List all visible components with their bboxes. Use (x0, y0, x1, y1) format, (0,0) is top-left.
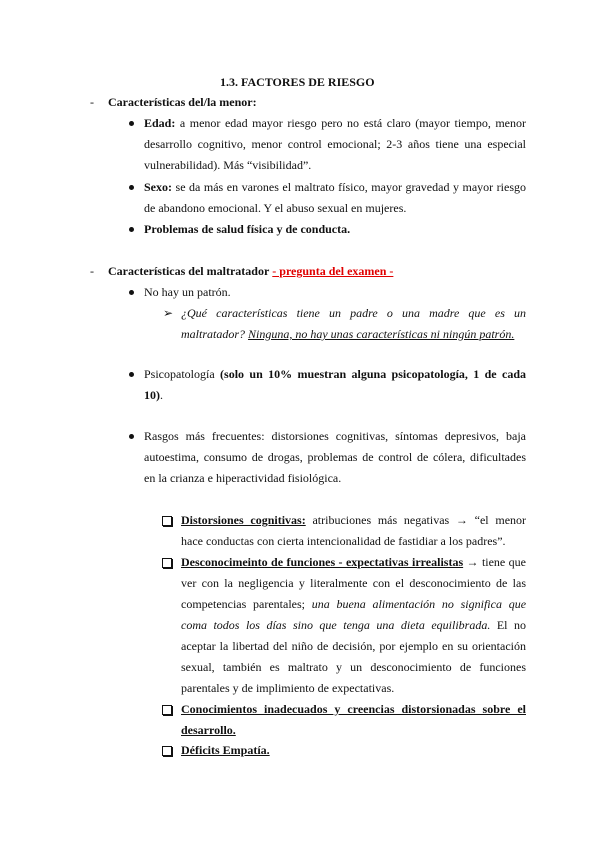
desconocimiento-label: Desconocimeinto de funciones - expectativas irrealistas (181, 555, 464, 569)
desconocimiento-line-3 (181, 596, 526, 612)
distorsiones-text-1: atribuciones más negativas → “el menor (312, 513, 527, 527)
checkbox-bullet-icon (162, 516, 172, 526)
desconocimiento-line-6: sexual, también es maltrato y un desconocimiento de funciones (181, 660, 526, 674)
distorsiones-line-2: hace conductas con cierta intencionalidad de fastidiar a los padres”. (181, 534, 506, 548)
exam-question-tag: - pregunta del examen - (272, 264, 394, 278)
bullet-dot (129, 434, 134, 439)
page-title: 1.3. FACTORES DE RIESGO (220, 75, 375, 89)
edad-line-3: vulnerabilidad). Más “visibilidad”. (144, 158, 312, 172)
edad-line-1 (144, 115, 526, 131)
sexo-label: Sexo: (144, 180, 172, 194)
psico-bold-2: 10) (144, 388, 160, 402)
answer-text: Ninguna, no hay unas características ni ningún patrón. (248, 327, 515, 341)
patron-item: No hay un patrón. (144, 285, 231, 299)
bullet-dot (129, 227, 134, 232)
distorsiones-label: Distorsiones cognitivas: (181, 513, 306, 527)
desconocimiento-text-4b: El no (496, 618, 526, 632)
rasgos-line-1: Rasgos más frecuentes: distorsiones cognitivas, síntomas depresivos, baja (144, 429, 526, 443)
desconocimiento-text-3b: una buena alimentación no significa que (311, 597, 527, 611)
sexo-line-2: de abandono emocional. Y el abuso sexual en mujeres. (144, 201, 407, 215)
desconocimiento-line-7: parentales y de implimiento de expectativas. (181, 681, 395, 695)
edad-label: Edad: (144, 116, 176, 130)
sexo-line-1 (144, 179, 526, 195)
desconocimiento-line-4 (181, 617, 526, 633)
desconocimiento-line-1 (181, 554, 526, 570)
psico-bold-1: (solo un 10% muestran alguna psicopatología, 1 de cada (220, 367, 526, 381)
deficits-item: Déficits Empatía. (181, 743, 270, 757)
conocimientos-line-2: desarrollo. (181, 723, 236, 737)
desconocimiento-text-3a: competencias parentales; (181, 597, 306, 611)
salud-item: Problemas de salud física y de conducta. (144, 222, 351, 236)
question-line-1: ¿Qué características tiene un padre o una madre que es un (181, 306, 526, 320)
psico-line-2 (144, 387, 163, 403)
edad-line-2: desarrollo cognitivo, menor control emocional; 2-3 años tiene una especial (144, 137, 526, 151)
section-heading-maltratador: Características del maltratador (108, 264, 270, 278)
desconocimiento-text-1: → tiene que (466, 555, 526, 569)
arrow-bullet-icon: ➢ (163, 306, 174, 320)
question-line-2 (181, 326, 514, 342)
bullet-dot (129, 185, 134, 190)
dash-bullet: - (90, 264, 94, 278)
section-heading-menor: Características del/la menor: (108, 95, 257, 109)
desconocimiento-line-2: ver con la negligencia y literalmente con el desconocimiento de las (181, 576, 526, 590)
desconocimiento-text-4a: coma todos los días sino que tenga una dieta equilibrada. (181, 618, 491, 632)
bullet-dot (129, 372, 134, 377)
section-heading-maltratador-row (108, 263, 393, 279)
rasgos-line-2: autoestima, consumo de drogas, problemas de control de cólera, dificultades (144, 450, 526, 464)
rasgos-line-3: en la crianza e hiperactividad fisiológica. (144, 471, 342, 485)
bullet-dot (129, 290, 134, 295)
psico-end: . (160, 388, 163, 402)
psico-label: Psicopatología (144, 367, 215, 381)
psico-line-1 (144, 366, 526, 382)
edad-text-1: a menor edad mayor riesgo pero no está claro (mayor tiempo, menor (179, 116, 527, 130)
checkbox-bullet-icon (162, 558, 172, 568)
dash-bullet: - (90, 95, 94, 109)
checkbox-bullet-icon (162, 705, 172, 715)
bullet-dot (129, 121, 134, 126)
sexo-text-1: se da más en varones el maltrato físico, mayor gravedad y mayor riesgo (175, 180, 527, 194)
distorsiones-line-1 (181, 512, 526, 528)
question-text: maltratador? (181, 327, 246, 341)
conocimientos-line-1: Conocimientos inadecuados y creencias distorsionadas sobre el (181, 702, 526, 716)
desconocimiento-line-5: aceptar la libertad del niño de decisión, por ejemplo en su orientación (181, 639, 526, 653)
checkbox-bullet-icon (162, 746, 172, 756)
